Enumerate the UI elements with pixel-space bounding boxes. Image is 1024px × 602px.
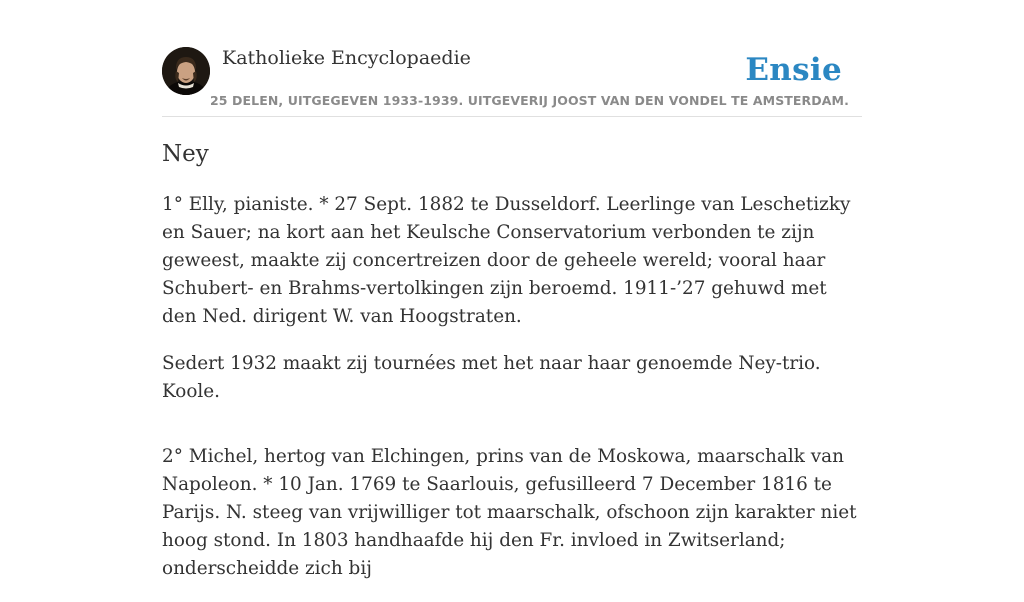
- article-paragraph: Sedert 1932 maakt zij tournées met het naar haar genoemde Ney-trio. Koole.: [162, 353, 821, 402]
- portrait-icon[interactable]: [162, 47, 210, 95]
- ensie-logo[interactable]: Ensie: [745, 52, 842, 88]
- article-paragraph: 2° Michel, hertog van Elchingen, prins van de Moskowa, maarschalk van Napoleon. * 10 Jan. 1769 te Saarlouis, gefusilleerd 7 December 1816 te Parijs. N. steeg van vrijwilliger tot maarschalk, ofschoon zijn karakter niet hoog stond. In 1803 handhaafde hij den Fr. invloed in Zwitserland; onderscheidde zich bij: [162, 446, 857, 579]
- article-paragraph: 1° Elly, pianiste. * 27 Sept. 1882 te Dusseldorf. Leerlinge van Leschetizky en Sauer; na kort aan het Keulsche Conservatorium verbonden te zijn geweest, maakte zij concertreizen door de geheele wereld; vooral haar Schubert- en Brahms-vertolkingen zijn beroemd. 1911-’27 gehuwd met den Ned. dirigent W. van Hoogstraten.: [162, 194, 851, 327]
- site-subtitle: 25 DELEN, UITGEGEVEN 1933-1939. UITGEVERIJ JOOST VAN DEN VONDEL TE AMSTERDAM.: [210, 93, 849, 108]
- site-title[interactable]: Katholieke Encyclopaedie: [222, 47, 471, 69]
- site-header: [162, 44, 862, 117]
- portrait-illustration: [162, 47, 210, 95]
- article: [162, 138, 862, 602]
- article-title: Ney: [162, 141, 209, 167]
